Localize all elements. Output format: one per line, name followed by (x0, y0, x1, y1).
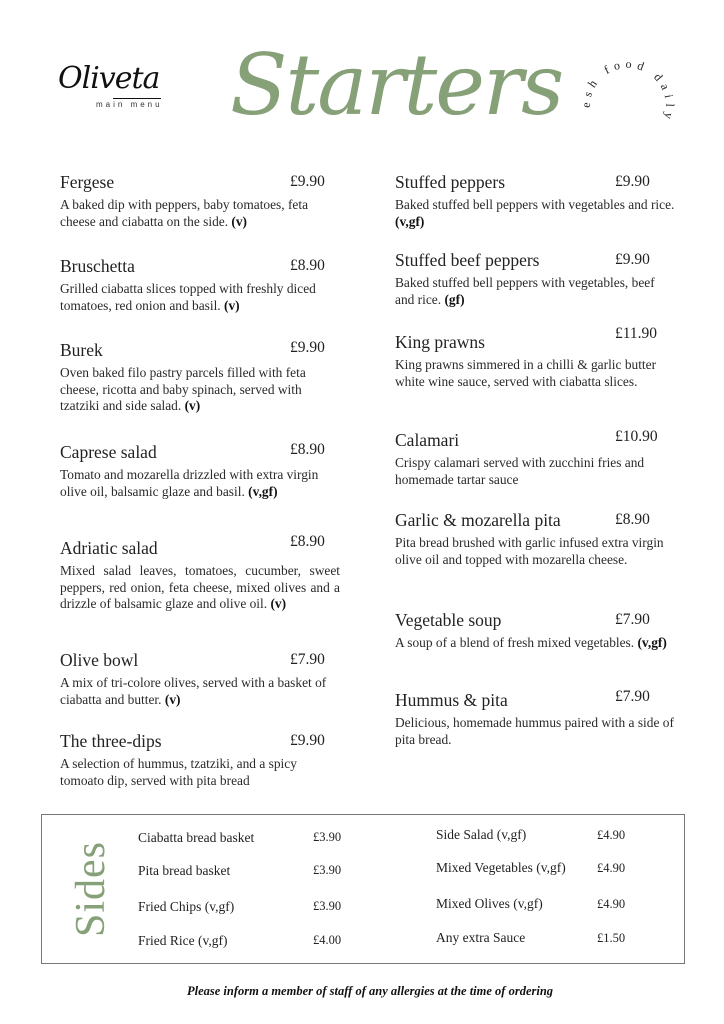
side-item-name: Fried Rice (v,gf) (138, 933, 228, 948)
description-text: King prawns simmered in a chilli & garlic butter white wine sauce, served with ciabatta slices. (395, 357, 657, 389)
description-text: A baked dip with peppers, baby tomatoes, feta cheese and ciabatta on the side. (60, 197, 309, 229)
item-price: £7.90 (615, 611, 650, 628)
side-item-name: Fried Chips (v,gf) (138, 899, 235, 914)
item-description (60, 675, 340, 708)
item-price: £11.90 (615, 325, 658, 342)
description-text: Oven baked filo pastry parcels filled with feta cheese, ricotta and baby spinach, served with tzatziki and side salad. (60, 365, 306, 414)
description-text: Crispy calamari served with zucchini fries and homemade tartar sauce (395, 455, 645, 487)
sides-title: Sides (68, 841, 114, 938)
item-name: Stuffed beef peppers (395, 250, 540, 270)
dietary-tags: (v) (184, 398, 201, 414)
dietary-tags: (v) (224, 297, 240, 313)
description-text: Grilled ciabatta slices topped with freshly diced tomatoes, red onion and basil. (60, 281, 316, 313)
logo-name: Oliveta (58, 61, 160, 96)
oliveta-logo (58, 62, 188, 122)
dietary-tags: (gf) (444, 291, 465, 307)
side-item-price: £1.50 (597, 931, 626, 945)
allergy-notice: Please inform a member of staff of any allergies at the time of ordering (186, 984, 554, 998)
item-name: Stuffed peppers (395, 172, 505, 192)
side-item-price: £3.90 (313, 863, 342, 877)
description-text: Baked stuffed bell peppers with vegetables and rice. (395, 197, 675, 212)
stamp-text: esh food daily (578, 56, 678, 126)
dietary-tags: (v,gf) (637, 635, 667, 650)
item-description (395, 275, 675, 308)
item-description (395, 635, 675, 652)
description-text: Delicious, homemade hummus paired with a side of pita bread. (395, 715, 674, 747)
description-text: Pita bread brushed with garlic infused extra virgin olive oil and topped with mozarella cheese. (395, 535, 664, 567)
item-description (60, 563, 340, 613)
item-price: £9.90 (290, 732, 325, 749)
description-text: A soup of a blend of fresh mixed vegetables. (395, 635, 638, 650)
item-name: Burek (60, 340, 103, 360)
item-name: Garlic & mozarella pita (395, 510, 561, 530)
item-price: £9.90 (615, 173, 650, 190)
item-price: £10.90 (615, 428, 658, 445)
item-name: Fergese (60, 172, 115, 192)
side-item-name: Ciabatta bread basket (138, 830, 255, 845)
item-name: Adriatic salad (60, 538, 158, 558)
item-name: Calamari (395, 430, 460, 450)
item-description (60, 756, 340, 789)
description-text: A mix of tri-colore olives, served with a basket of ciabatta and butter. (60, 675, 327, 707)
item-name: The three-dips (60, 731, 162, 751)
item-description (395, 197, 675, 230)
side-item-price: £3.90 (313, 899, 342, 913)
fresh-food-daily-stamp (576, 54, 680, 158)
item-name: Caprese salad (60, 442, 157, 462)
item-description (60, 197, 340, 230)
item-name: Vegetable soup (395, 610, 502, 630)
logo-subtitle: main menu (96, 100, 163, 109)
item-description (395, 455, 675, 488)
dietary-tags: (v,gf) (395, 213, 425, 229)
side-item-price: £4.90 (597, 861, 626, 875)
item-price: £7.90 (615, 688, 650, 705)
item-price: £8.90 (290, 257, 325, 274)
side-item-price: £3.90 (313, 830, 342, 844)
side-item-name: Pita bread basket (138, 863, 231, 878)
item-description (395, 535, 675, 568)
item-price: £7.90 (290, 651, 325, 668)
side-item-name: Mixed Vegetables (v,gf) (436, 860, 566, 875)
item-name: Olive bowl (60, 650, 139, 670)
logo-underline (113, 98, 161, 99)
dietary-tags: (v) (164, 691, 181, 707)
side-item-name: Mixed Olives (v,gf) (436, 896, 543, 911)
item-description (395, 715, 675, 748)
item-description (60, 467, 340, 500)
sides-box (41, 814, 685, 964)
description-text: Tomato and mozarella drizzled with extra virgin olive oil, balsamic glaze and basil. (60, 467, 319, 499)
side-item-price: £4.90 (597, 828, 626, 842)
dietary-tags: (v,gf) (248, 483, 278, 499)
item-name: Bruschetta (60, 256, 135, 276)
item-name: King prawns (395, 332, 485, 352)
item-price: £9.90 (615, 251, 650, 268)
page-title: Starters (230, 36, 563, 134)
item-description (60, 365, 340, 415)
side-item-price: £4.90 (597, 897, 626, 911)
item-price: £9.90 (290, 339, 325, 356)
dietary-tags: (v) (270, 596, 287, 612)
item-price: £8.90 (290, 533, 325, 550)
item-description (395, 357, 675, 390)
item-price: £8.90 (615, 511, 650, 528)
dietary-tags: (v) (231, 213, 248, 229)
description-text: A selection of hummus, tzatziki, and a spicy tomoato dip, served with pita bread (60, 756, 297, 788)
item-name: Hummus & pita (395, 690, 508, 710)
svg-text:fresh food daily (576, 54, 677, 126)
side-item-name: Any extra Sauce (436, 930, 526, 945)
item-price: £8.90 (290, 441, 325, 458)
side-item-name: Side Salad (v,gf) (436, 827, 527, 842)
description-text: Mixed salad leaves, tomatoes, cucumber, sweet peppers, red onion, feta cheese, mixed olives and a drizzle of balsamic glaze and olive oil. (60, 563, 340, 612)
item-price: £9.90 (290, 173, 325, 190)
description-text: Baked stuffed bell peppers with vegetables, beef and rice. (395, 275, 655, 307)
side-item-price: £4.00 (313, 933, 342, 947)
item-description (60, 281, 340, 314)
